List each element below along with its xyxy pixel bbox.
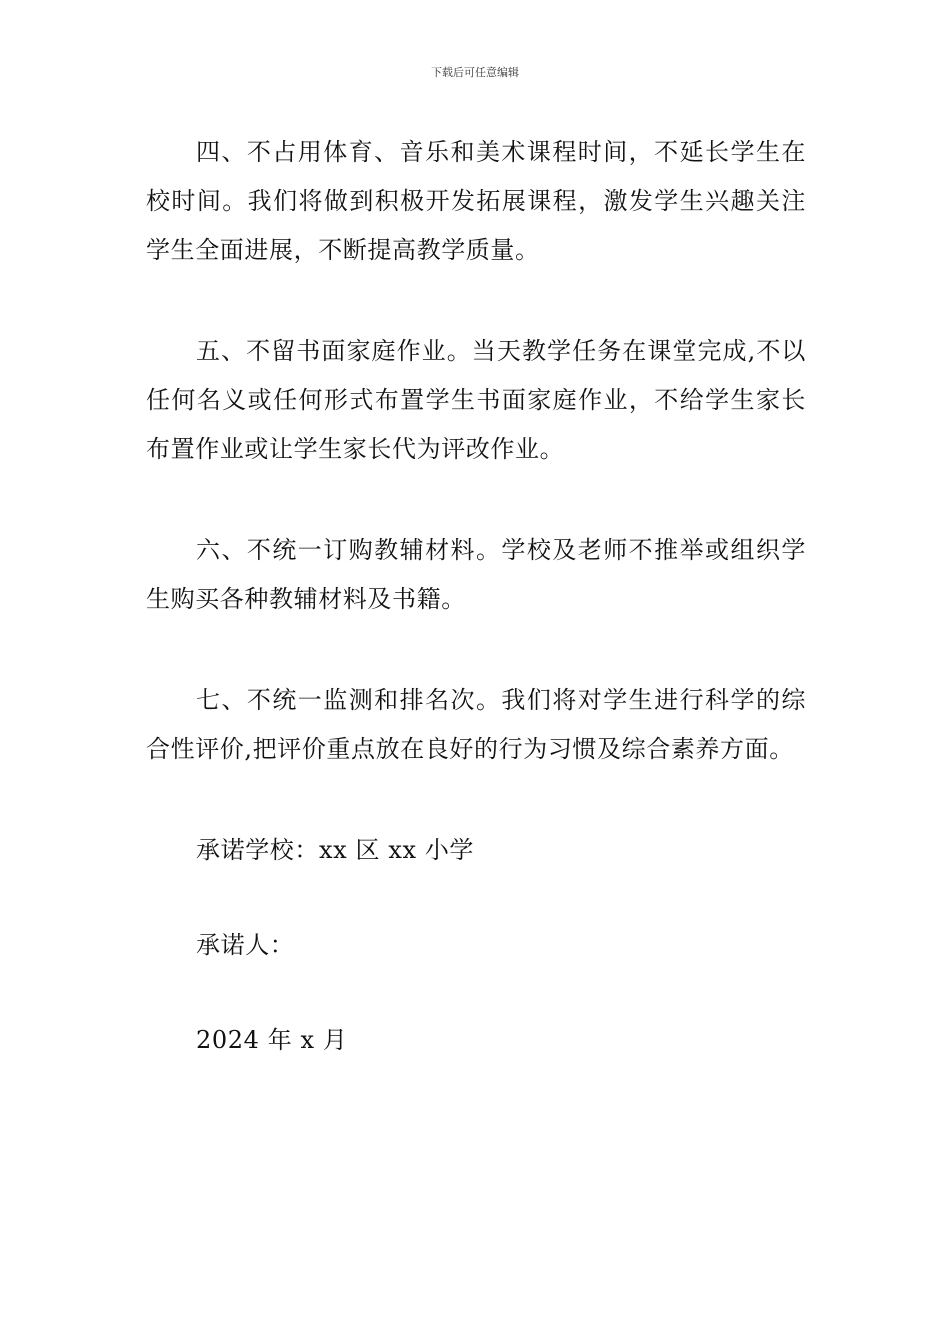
paragraph-5: 五、不留书面家庭作业。当天教学任务在课堂完成,不以任何名义或任何形式布置学生书面家庭作业，不给学生家长布置作业或让学生家长代为评改作业。 bbox=[146, 337, 806, 463]
signature-person: 承诺人： bbox=[196, 931, 295, 959]
signature-date: 2024 年 x 月 bbox=[196, 1026, 348, 1054]
document-body bbox=[146, 128, 806, 1111]
signature-school: 承诺学校：xx 区 xx 小学 bbox=[196, 836, 475, 864]
paragraph-7: 七、不统一监测和排名次。我们将对学生进行科学的综合性评价,把评价重点放在良好的行为习惯及综合素养方面。 bbox=[146, 686, 806, 763]
paragraph-4: 四、不占用体育、音乐和美术课程时间，不延长学生在校时间。我们将做到积极开发拓展课程，激发学生兴趣关注学生全面进展，不断提高教学质量。 bbox=[146, 138, 806, 264]
page-header: 下载后可任意编辑 bbox=[431, 66, 519, 79]
paragraph-6: 六、不统一订购教辅材料。学校及老师不推举或组织学生购买各种教辅材料及书籍。 bbox=[146, 536, 806, 613]
